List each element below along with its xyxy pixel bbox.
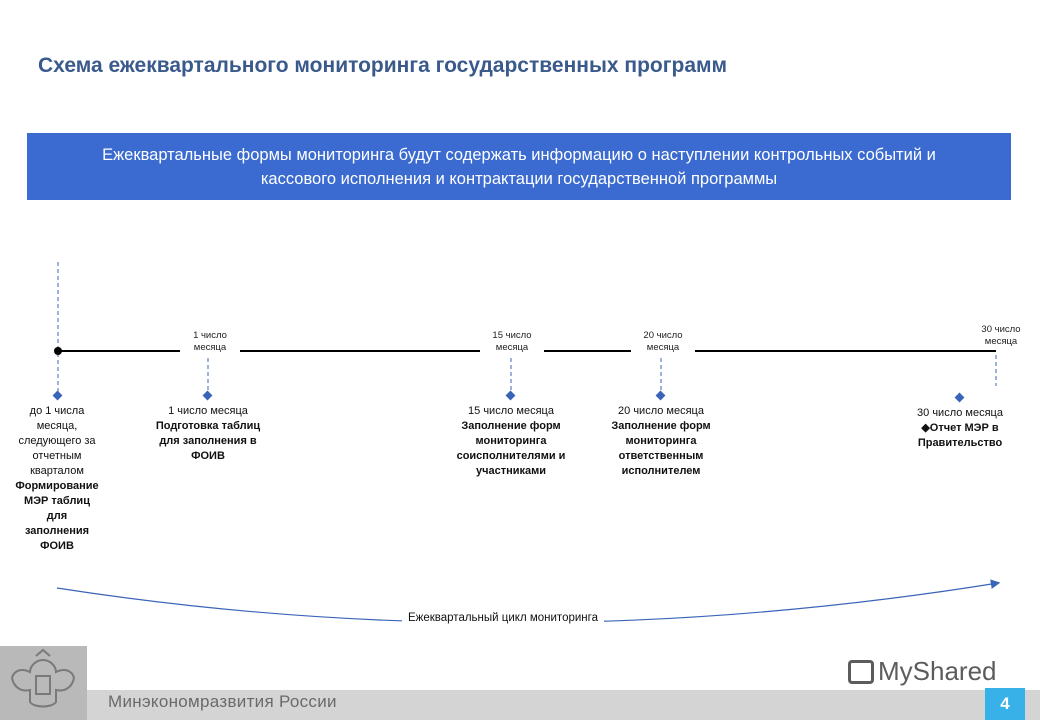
tick-label-1: 1 число месяца xyxy=(180,330,240,354)
page-title: Схема ежеквартального мониторинга государственных программ xyxy=(38,54,728,77)
banner-line-1: Ежеквартальные формы мониторинга будут содержать информацию о наступлении контрольных событий и xyxy=(102,146,936,164)
event-marker-3 xyxy=(656,391,666,401)
emblem xyxy=(0,646,87,720)
tick-label-30: 30 число месяца xyxy=(968,324,1034,348)
watermark-logo-icon xyxy=(848,660,874,684)
ministry-name: Минэкономразвития России xyxy=(108,692,337,711)
timeline-start-dot xyxy=(54,347,62,355)
event-marker-0 xyxy=(53,391,63,401)
tick-label-20: 20 число месяца xyxy=(631,330,695,354)
page-number-badge: 4 xyxy=(985,688,1025,720)
event-desc-4: 30 число месяца ◆Отчет МЭР в Правительство xyxy=(917,407,1003,449)
event-desc-1: 1 число месяца Подготовка таблиц для заполнения в ФОИВ xyxy=(155,405,261,462)
event-desc-3: 20 число месяца Заполнение форм мониторинга ответственным исполнителем xyxy=(611,405,711,477)
event-marker-4 xyxy=(955,393,965,403)
watermark: MyShared xyxy=(848,656,997,687)
coat-of-arms-icon xyxy=(0,646,87,720)
event-marker-2 xyxy=(506,391,516,401)
cycle-label: Ежеквартальный цикл мониторинга xyxy=(402,612,604,624)
tick-label-15: 15 число месяца xyxy=(480,330,544,354)
event-desc-0: до 1 числа месяца, следующего за отчетным кварталом Формирование МЭР таблиц для заполнения ФОИВ xyxy=(15,405,99,552)
event-desc-2: 15 число месяца Заполнение форм мониторинга соисполнителями и участниками xyxy=(456,405,566,477)
event-marker-1 xyxy=(203,391,213,401)
banner-line-2: кассового исполнения и контрактации государственной программы xyxy=(260,170,778,188)
